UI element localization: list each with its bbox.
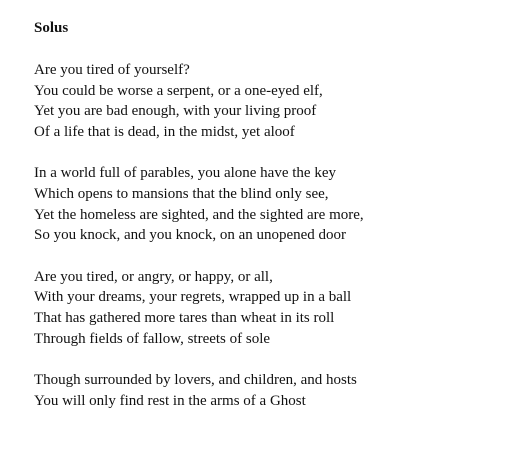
poem-line: Yet you are bad enough, with your living proof — [34, 103, 317, 120]
poem-line: Though surrounded by lovers, and children, and hosts — [34, 372, 357, 389]
poem-line: That has gathered more tares than wheat in its roll — [34, 309, 335, 326]
poem-line: You could be worse a serpent, or a one-eyed elf, — [34, 82, 323, 99]
poem-title: Solus — [34, 20, 69, 36]
poem-line: Are you tired, or angry, or happy, or all, — [34, 268, 273, 285]
poem-line: Are you tired of yourself? — [34, 62, 190, 78]
poem-document — [34, 18, 494, 432]
poem-line: Which opens to mansions that the blind only see, — [34, 185, 329, 202]
poem-line: Yet the homeless are sighted, and the sighted are more, — [34, 206, 364, 223]
stanza-1 — [34, 60, 494, 142]
stanza-2 — [34, 163, 494, 245]
poem-line: Through fields of fallow, streets of sole — [34, 330, 271, 347]
poem-line: With your dreams, your regrets, wrapped up in a ball — [34, 289, 352, 306]
poem-line: You will only find rest in the arms of a Ghost — [34, 392, 306, 409]
stanza-3 — [34, 267, 494, 349]
poem-line: In a world full of parables, you alone have the key — [34, 165, 336, 182]
poem-line: Of a life that is dead, in the midst, yet aloof — [34, 123, 295, 140]
poem-line: So you knock, and you knock, on an unopened door — [34, 227, 347, 244]
stanza-4 — [34, 370, 494, 411]
